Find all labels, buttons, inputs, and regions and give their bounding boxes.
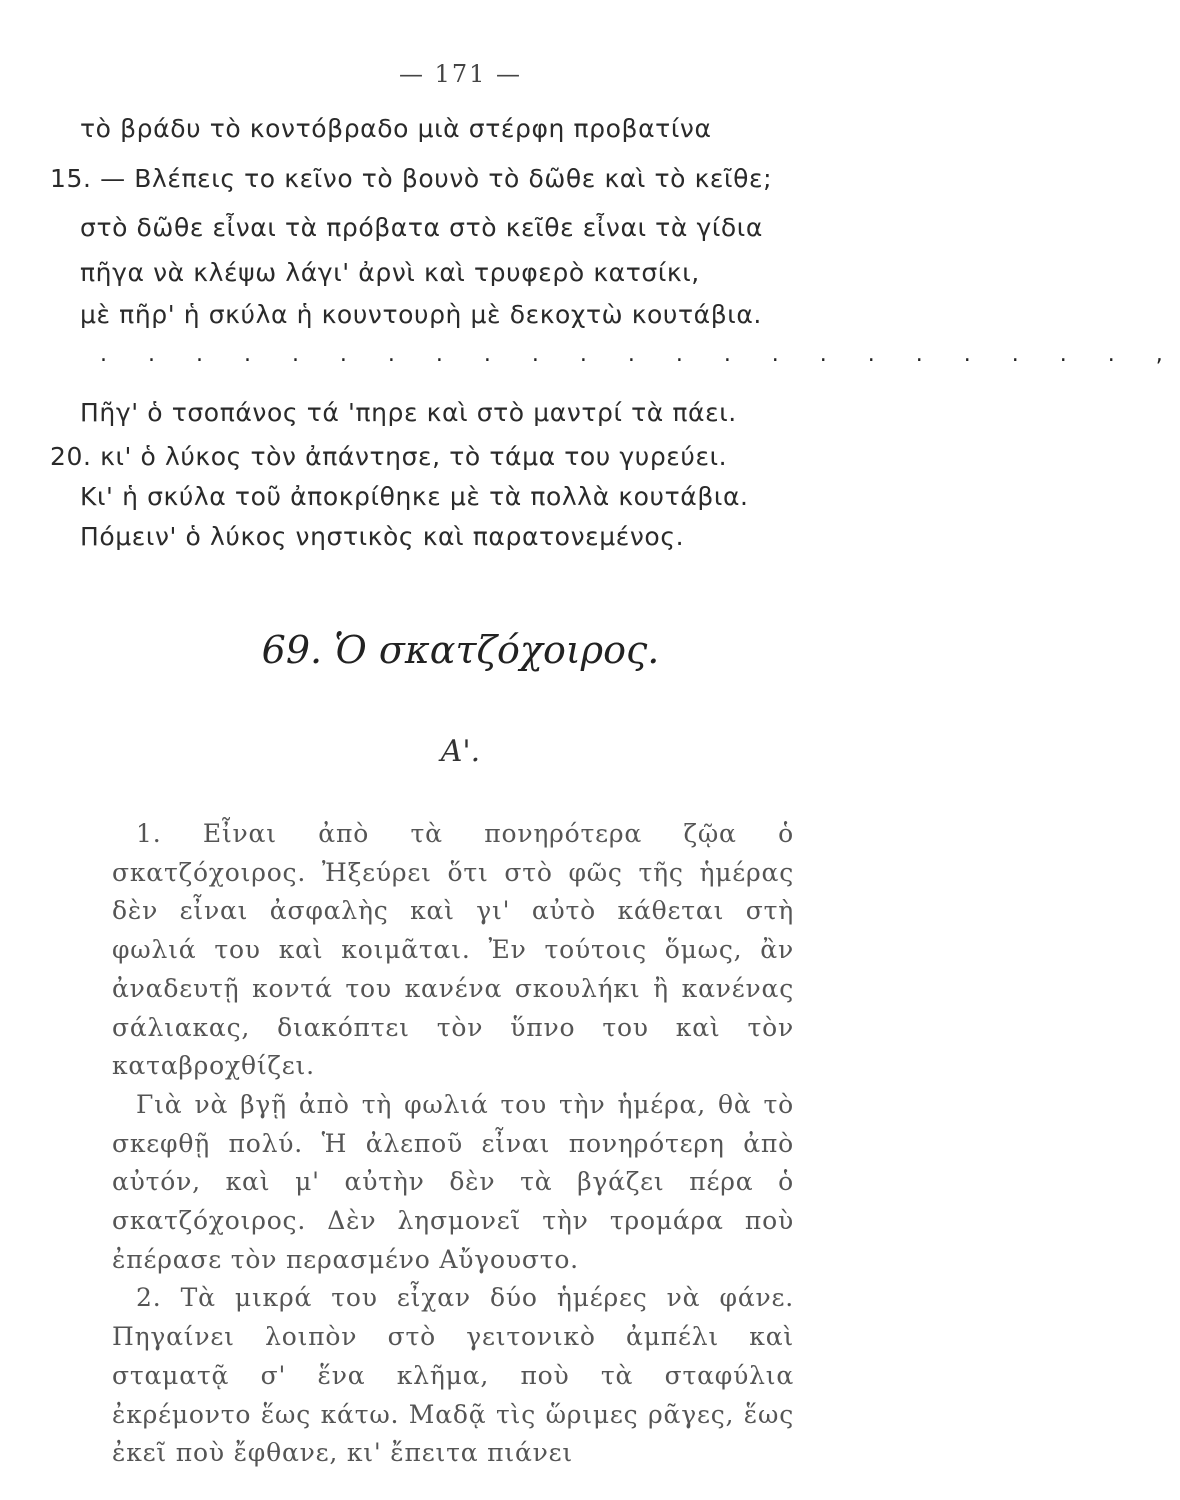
ellipsis-row: . . . . . . . . . . . . . . . . . . . . . . ,: [100, 342, 1180, 367]
poem-line: πῆγα νὰ κλέψω λάγι' ἀρνὶ καὶ τρυφερὸ κατσίκι,: [80, 258, 700, 287]
prose-paragraph: 2. Τὰ μικρά του εἶχαν δύο ἡμέρες νὰ φάνε. Πηγαίνει λοιπὸν στὸ γειτονικὸ ἀμπέλι καὶ σταματᾷ σ' ἕνα κλῆμα, ποὺ τὰ σταφύλια ἐκρέμοντο ἕως κάτω. Μαδᾷ τὶς ὥριμες ρᾶγες, ἕως ἐκεῖ ποὺ ἔφθανε, κι' ἔπειτα πιάνει: [112, 1283, 794, 1468]
prose-paragraph: Γιὰ νὰ βγῇ ἀπὸ τὴ φωλιά του τὴν ἡμέρα, θὰ τὸ σκεφθῇ πολύ. Ἡ ἀλεποῦ εἶναι πονηρότερη ἀπὸ αὐτόν, καὶ μ' αὐτὴν δὲν τὰ βγάζει πέρα ὁ σκατζόχοιρος. Δὲν λησμονεῖ τὴν τρομάρα ποὺ ἐπέρασε τὸν περασμένο Αὔγουστο.: [112, 1089, 794, 1274]
prose-paragraph: 1. Εἶναι ἀπὸ τὰ πονηρότερα ζῷα ὁ σκατζόχοιρος. Ἠξεύρει ὅτι στὸ φῶς τῆς ἡμέρας δὲν εἶναι ἀσφαλὴς καὶ γι' αὐτὸ κάθεται στὴ φωλιά του καὶ κοιμᾶται. Ἐν τούτοις ὅμως, ἂν ἀναδευτῇ κοντά του κανένα σκουλήκι ἢ κανένας σάλιακας, διακόπτει τὸν ὕπνο του καὶ τὸν καταβροχθίζει.: [112, 819, 794, 1081]
chapter-title: 69. Ὁ σκατζόχοιρος.: [261, 628, 660, 672]
poem-line: τὸ βράδυ τὸ κοντόβραδο μιὰ στέρφη προβατίνα: [80, 114, 712, 143]
section-heading: Α'.: [440, 734, 481, 769]
poem-line: 20. κι' ὁ λύκος τὸν ἀπάντησε, τὸ τάμα του γυρεύει.: [50, 442, 728, 471]
poem-line: στὸ δῶθε εἶναι τὰ πρόβατα στὸ κεῖθε εἶναι τὰ γίδια: [80, 213, 763, 242]
page-number: — 171 —: [398, 60, 523, 88]
poem-line: Πῆγ' ὁ τσοπάνος τά 'πηρε καὶ στὸ μαντρί τὰ πάει.: [80, 398, 737, 427]
poem-line: Κι' ἡ σκύλα τοῦ ἀποκρίθηκε μὲ τὰ πολλὰ κουτάβια.: [80, 482, 749, 511]
prose-body: [112, 815, 794, 1473]
poem-line: Πόμειν' ὁ λύκος νηστικὸς καὶ παρατονεμένος.: [80, 522, 685, 551]
poem-line: 15. — Βλέπεις το κεῖνο τὸ βουνὸ τὸ δῶθε καὶ τὸ κεῖθε;: [50, 164, 773, 193]
poem-line: μὲ πῆρ' ἡ σκύλα ἡ κουντουρὴ μὲ δεκοχτὼ κουτάβια.: [80, 300, 762, 329]
